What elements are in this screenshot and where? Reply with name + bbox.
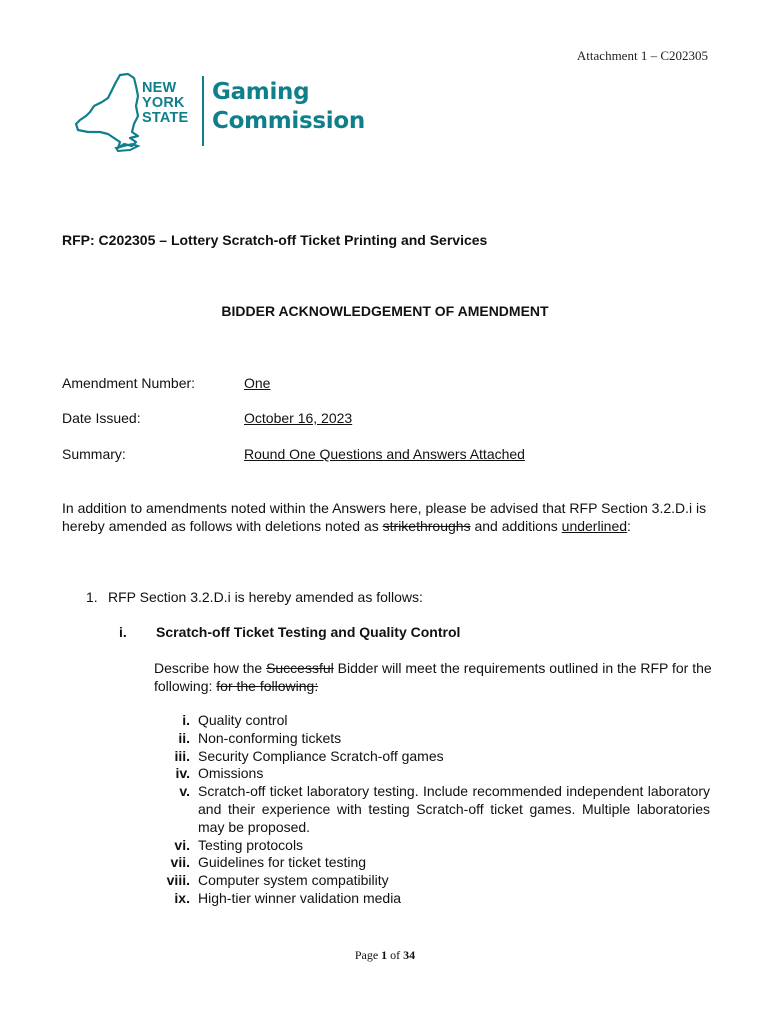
- intro-text: and additions: [470, 518, 562, 534]
- list-item: [150, 890, 710, 908]
- describe-text: Bidder will meet the requirements outlined in the RFP for the following:: [154, 660, 712, 694]
- new-york-state-wordmark: [142, 81, 188, 126]
- date-issued-value: October 16, 2023: [244, 410, 353, 426]
- page-total: 34: [403, 948, 416, 962]
- logo-divider: [202, 76, 204, 146]
- list-item-text: Security Compliance Scratch-off games: [198, 747, 444, 764]
- list-item-number: vi.: [174, 836, 190, 853]
- amendment-item: [86, 589, 423, 605]
- date-issued-label: Date Issued:: [62, 410, 141, 426]
- list-item-number: vii.: [170, 854, 190, 871]
- list-item: [150, 783, 710, 836]
- describe-text: Describe how the: [154, 660, 267, 676]
- list-item-text: Computer system compatibility: [198, 872, 389, 889]
- describe-paragraph: [154, 659, 714, 695]
- deleted-text: Successful: [266, 660, 334, 676]
- list-item: [150, 872, 710, 890]
- subsection-numeral: i.: [119, 624, 127, 640]
- list-item-number: iv.: [175, 765, 190, 782]
- intro-text: :: [627, 518, 631, 534]
- list-item: [150, 748, 710, 766]
- requirements-list: [150, 712, 710, 908]
- intro-paragraph: [62, 499, 712, 535]
- list-item: [150, 765, 710, 783]
- gaming-commission-logo: [72, 72, 372, 152]
- subsection-heading: [116, 624, 460, 640]
- page-word: Page: [354, 948, 379, 962]
- list-item-text: Scratch-off ticket laboratory testing. Include recommended independent laboratory and their experience with testing Scratch-off ticket games. Multiple laboratories may be proposed.: [198, 783, 710, 835]
- of-word: of: [390, 948, 401, 962]
- rfp-title: RFP: C202305 – Lottery Scratch-off Ticket Printing and Services: [62, 232, 488, 248]
- page-footer: [0, 948, 770, 963]
- org-line: Gaming: [212, 79, 310, 105]
- list-item-text: High-tier winner validation media: [198, 889, 402, 906]
- underline-example: underlined: [561, 518, 628, 534]
- state-line: NEW: [142, 80, 177, 96]
- list-item-text: Quality control: [198, 712, 288, 728]
- list-item-text: Non-conforming tickets: [198, 729, 342, 746]
- page-number: 1: [381, 948, 388, 962]
- gaming-commission-wordmark: [212, 78, 365, 136]
- strike-example: strikethroughs: [382, 518, 471, 534]
- summary-label: Summary:: [62, 446, 126, 462]
- list-item-number: ii.: [178, 729, 190, 746]
- list-item: [150, 730, 710, 748]
- org-line: Commission: [212, 108, 365, 134]
- amendment-number-value: One: [244, 375, 271, 391]
- attachment-label: Attachment 1 – C202305: [576, 48, 708, 63]
- summary-value: Round One Questions and Answers Attached: [244, 446, 525, 462]
- intro-text: In addition to amendments noted within the Answers here, please be advised that RFP Section 3.2.D.i is hereby amended as follows with deletions noted as: [62, 500, 707, 534]
- list-item-number: i.: [182, 712, 190, 728]
- list-item-number: v.: [179, 783, 190, 800]
- list-item-number: ix.: [174, 889, 190, 906]
- list-item-text: Guidelines for ticket testing: [198, 854, 367, 871]
- item-number: 1.: [86, 589, 98, 605]
- item-text: RFP Section 3.2.D.i is hereby amended as follows:: [108, 589, 423, 605]
- state-line: STATE: [142, 110, 189, 126]
- deleted-text: for the following:: [216, 678, 319, 694]
- document-heading: BIDDER ACKNOWLEDGEMENT OF AMENDMENT: [221, 303, 549, 319]
- new-york-state-outline-icon: [72, 72, 142, 152]
- subsection-title: Scratch-off Ticket Testing and Quality Control: [156, 624, 461, 640]
- list-item: [150, 837, 710, 855]
- list-item-text: Testing protocols: [198, 836, 304, 853]
- amendment-number-label: Amendment Number:: [62, 375, 196, 391]
- list-item-text: Omissions: [198, 765, 264, 782]
- list-item-number: viii.: [166, 872, 190, 889]
- list-item: [150, 712, 710, 730]
- list-item-number: iii.: [174, 747, 190, 764]
- list-item: [150, 854, 710, 872]
- state-line: YORK: [142, 95, 185, 111]
